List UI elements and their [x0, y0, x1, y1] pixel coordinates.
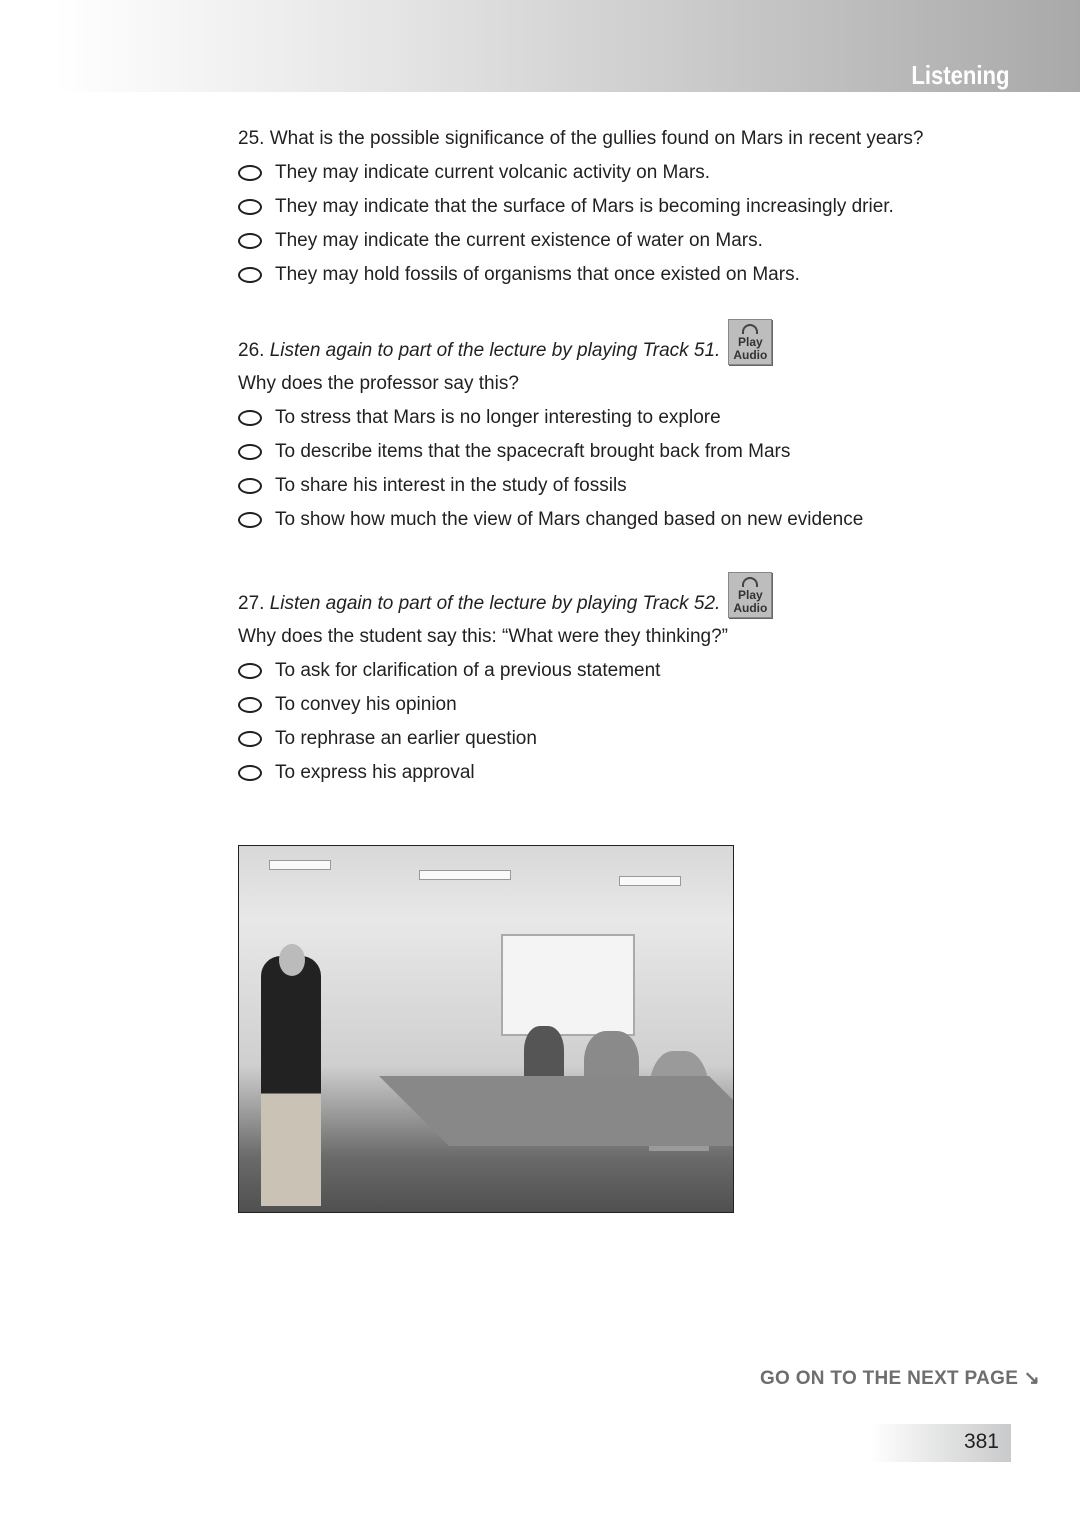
classroom-table	[379, 1076, 734, 1146]
answer-option[interactable]: To express his approval	[238, 756, 772, 790]
answer-option[interactable]: To describe items that the spacecraft brought back from Mars	[238, 435, 863, 469]
radio-button[interactable]	[238, 663, 262, 679]
answer-option[interactable]: They may indicate that the surface of Mars is becoming increasingly drier.	[238, 190, 923, 224]
section-header	[0, 0, 1080, 92]
radio-button[interactable]	[238, 731, 262, 747]
answer-option[interactable]: They may hold fossils of organisms that once existed on Mars.	[238, 258, 923, 292]
answer-option[interactable]: To stress that Mars is no longer interesting to explore	[238, 401, 863, 435]
answer-option[interactable]: To share his interest in the study of fossils	[238, 469, 863, 503]
question-prompt: 25. What is the possible significance of the gullies found on Mars in recent years?	[238, 128, 924, 149]
ceiling-light	[419, 870, 511, 880]
question-prompt: Why does the student say this: “What were they thinking?”	[238, 626, 729, 647]
professor-head	[279, 944, 305, 976]
whiteboard	[501, 934, 635, 1036]
radio-button[interactable]	[238, 199, 262, 215]
answer-option[interactable]: To rephrase an earlier question	[238, 722, 772, 756]
radio-button[interactable]	[238, 410, 262, 426]
question-26	[238, 313, 863, 537]
play-audio-button[interactable]: Play Audio	[728, 572, 772, 618]
radio-button[interactable]	[238, 444, 262, 460]
question-27	[238, 566, 772, 790]
arrow-down-right-icon: ↘	[1023, 1368, 1040, 1389]
radio-button[interactable]	[238, 165, 262, 181]
question-instruction: 26. Listen again to part of the lecture by playing Track 51. Play Audio	[238, 313, 863, 365]
headphones-icon	[742, 324, 758, 334]
professor-figure	[261, 956, 321, 1206]
radio-button[interactable]	[238, 765, 262, 781]
page-number: 381	[870, 1424, 1011, 1462]
ceiling-light	[619, 876, 681, 886]
answer-option[interactable]: To ask for clarification of a previous statement	[238, 654, 772, 688]
lecture-photo	[238, 845, 734, 1213]
radio-button[interactable]	[238, 267, 262, 283]
answer-option[interactable]: To show how much the view of Mars changed based on new evidence	[238, 503, 863, 537]
radio-button[interactable]	[238, 512, 262, 528]
headphones-icon	[742, 577, 758, 587]
radio-button[interactable]	[238, 478, 262, 494]
answer-option[interactable]: To convey his opinion	[238, 688, 772, 722]
question-25	[238, 122, 923, 292]
radio-button[interactable]	[238, 697, 262, 713]
section-title: Listening	[911, 60, 1010, 90]
question-prompt: Why does the professor say this?	[238, 373, 519, 394]
ceiling-light	[269, 860, 331, 870]
answer-option[interactable]: They may indicate current volcanic activity on Mars.	[238, 156, 923, 190]
play-audio-button[interactable]: Play Audio	[728, 319, 772, 365]
question-instruction: 27. Listen again to part of the lecture by playing Track 52. Play Audio	[238, 566, 772, 618]
go-on-next-page: GO ON TO THE NEXT PAGE ↘	[759, 1368, 1040, 1389]
answer-option[interactable]: They may indicate the current existence of water on Mars.	[238, 224, 923, 258]
radio-button[interactable]	[238, 233, 262, 249]
